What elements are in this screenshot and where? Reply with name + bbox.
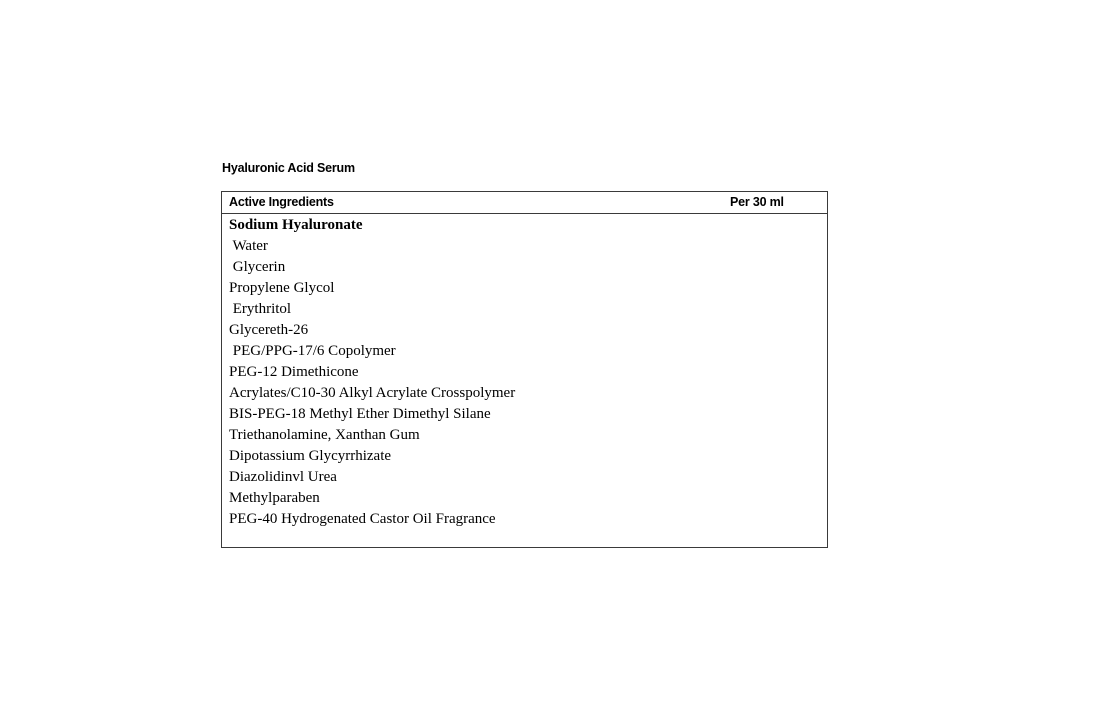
ingredient-row: Diazolidinvl Urea (229, 469, 337, 485)
ingredient-row: PEG-12 Dimethicone (229, 364, 359, 380)
ingredient-row: Glycerin (229, 259, 286, 275)
ingredient-row: Sodium Hyaluronate (229, 217, 363, 233)
ingredient-row: BIS-PEG-18 Methyl Ether Dimethyl Silane (229, 406, 491, 422)
document-title: Hyaluronic Acid Serum (222, 161, 355, 175)
header-active-ingredients: Active Ingredients (229, 195, 334, 209)
ingredient-row: Acrylates/C10-30 Alkyl Acrylate Crosspolymer (229, 385, 516, 401)
ingredient-row: Propylene Glycol (229, 280, 335, 296)
ingredient-row: Glycereth-26 (229, 322, 309, 338)
ingredient-row: Erythritol (229, 301, 292, 317)
ingredient-row: Water (229, 238, 268, 254)
ingredient-row: PEG-40 Hydrogenated Castor Oil Fragrance (229, 511, 496, 527)
table-header-row (222, 192, 827, 214)
ingredient-row: Triethanolamine, Xanthan Gum (229, 427, 420, 443)
ingredient-row: PEG/PPG-17/6 Copolymer (229, 343, 396, 359)
ingredients-table (221, 191, 828, 548)
header-per-30-ml: Per 30 ml (730, 195, 784, 209)
ingredient-row: Methylparaben (229, 490, 320, 506)
ingredient-row: Dipotassium Glycyrrhizate (229, 448, 392, 464)
ingredient-list (222, 214, 827, 530)
